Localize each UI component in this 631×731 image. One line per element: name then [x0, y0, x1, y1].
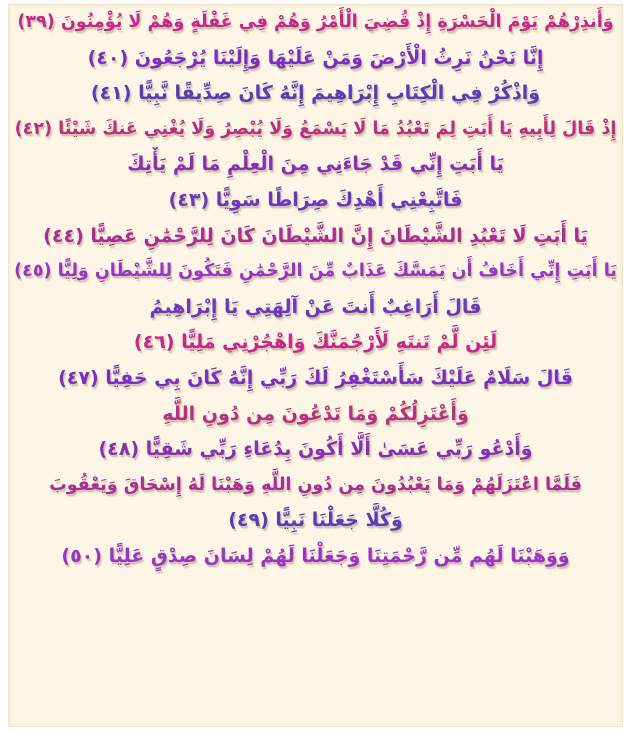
verse-line: وَأَدْعُو رَبِّي عَسَىٰ أَلَّا أَكُونَ بِدُعَاءِ رَبِّي شَقِيًّا (٤٨)	[98, 438, 533, 461]
verse-line: فَلَمَّا اعْتَزَلَهُمْ وَمَا يَعْبُدُونَ مِن دُونِ اللَّهِ وَهَبْنَا لَهُ إِسْحَاقَ وَيَعْقُوبَ	[49, 474, 582, 495]
verse-line: وَأَنذِرْهُمْ يَوْمَ الْحَسْرَةِ إِذْ قُضِيَ الْأَمْرُ وَهُمْ فِي غَفْلَةٍ وَهُمْ لَا يُؤْمِنُونَ (٣٩)	[17, 12, 614, 32]
verse-line: قَالَ أَرَاغِبٌ أَنتَ عَنْ آلِهَتِي يَا إِبْرَاهِيمُ	[149, 295, 482, 318]
verse-line: يَا أَبَتِ إِنِّي قَدْ جَاءَنِي مِنَ الْعِلْمِ مَا لَمْ يَأْتِكَ	[127, 153, 504, 176]
verse-line: فَاتَّبِعْنِي أَهْدِكَ صِرَاطًا سَوِيًّا (٤٣)	[168, 188, 463, 211]
verse-line: لَئِن لَّمْ تَنتَهِ لَأَرْجُمَنَّكَ وَاهْجُرْنِي مَلِيًّا (٤٦)	[133, 331, 498, 354]
verses-panel	[8, 4, 623, 727]
verse-line: يَا أَبَتِ لَا تَعْبُدِ الشَّيْطَانَ إِنَّ الشَّيْطَانَ كَانَ لِلرَّحْمَٰنِ عَصِيًّا (٤٤)	[43, 224, 588, 247]
verse-line: وَأَعْتَزِلُكُمْ وَمَا تَدْعُونَ مِن دُونِ اللَّهِ	[162, 402, 469, 425]
verse-line: وَوَهَبْنَا لَهُم مِّن رَّحْمَتِنَا وَجَعَلْنَا لَهُمْ لِسَانَ صِدْقٍ عَلِيًّا (٥٠)	[61, 544, 570, 567]
verse-line: إِذْ قَالَ لِأَبِيهِ يَا أَبَتِ لِمَ تَعْبُدُ مَا لَا يَسْمَعُ وَلَا يُبْصِرُ وَلَا يُغْنِي عَنكَ شَيْئًا (٤٢)	[14, 118, 617, 139]
verse-list	[9, 5, 622, 575]
verse-line: وَاذْكُرْ فِي الْكِتَابِ إِبْرَاهِيمَ إِنَّهُ كَانَ صِدِّيقًا نَّبِيًّا (٤١)	[90, 82, 541, 105]
verse-line: قَالَ سَلَامٌ عَلَيْكَ سَأَسْتَغْفِرُ لَكَ رَبِّي إِنَّهُ كَانَ بِي حَفِيًّا (٤٧)	[58, 366, 573, 389]
verse-line: وَكُلًّا جَعَلْنَا نَبِيًّا (٤٩)	[228, 509, 403, 532]
verse-line: يَا أَبَتِ إِنِّي أَخَافُ أَن يَمَسَّكَ عَذَابٌ مِّنَ الرَّحْمَٰنِ فَتَكُونَ لِلشَّيْطَانِ وَلِيًّا (٤٥)	[14, 261, 617, 282]
verse-line: إِنَّا نَحْنُ نَرِثُ الْأَرْضَ وَمَنْ عَلَيْهَا وَإِلَيْنَا يُرْجَعُونَ (٤٠)	[87, 46, 544, 69]
